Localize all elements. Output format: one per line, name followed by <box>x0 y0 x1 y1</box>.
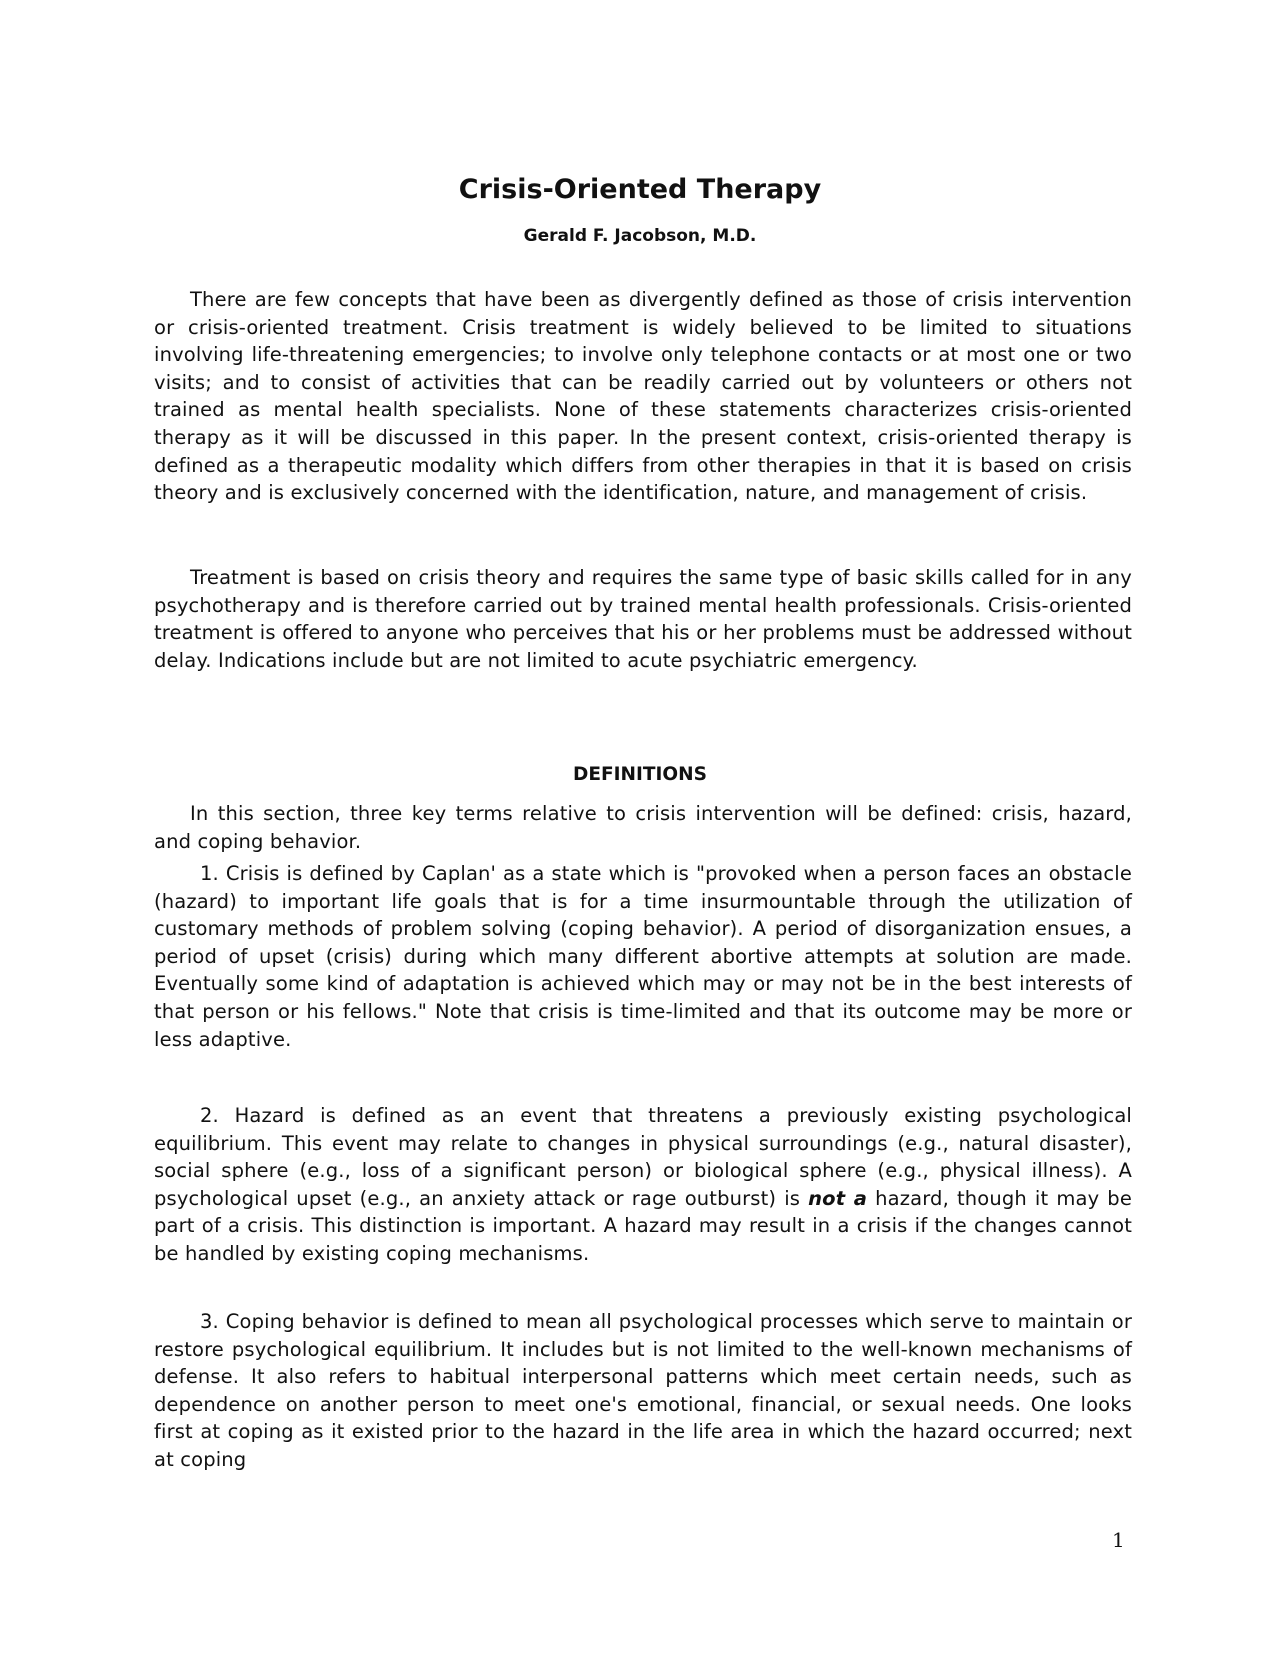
definition-hazard-emphasis: not a <box>808 1186 868 1210</box>
definition-hazard-text-continued: hazard, though it may be part of a crisis. This distinction is important. A hazard may result in a crisis if the changes cannot be handled by existing coping mechanisms. <box>154 1186 1132 1265</box>
author-name: Gerald F. Jacobson, M.D. <box>523 226 757 246</box>
section-intro-paragraph: In this section, three key terms relative to crisis intervention will be defined: crisis, hazard, and coping behavior. <box>154 802 1132 853</box>
document-title: Crisis-Oriented Therapy <box>458 174 822 205</box>
section-heading: DEFINITIONS <box>573 764 707 785</box>
intro-paragraph-2: Treatment is based on crisis theory and requires the same type of basic skills called for in any psychotherapy and is therefore carried out by trained mental health professionals. Crisis-oriented treatment is offered to anyone who perceives that his or her problems must be addressed without delay. Indications include but are not limited to acute psychiatric emergency. <box>154 566 1132 672</box>
definition-hazard <box>154 1102 1132 1268</box>
definition-hazard-text: 2. Hazard is defined as an event that threatens a previously existing psychological equilibrium. This event may relate to changes in physical surroundings (e.g., natural disaster), social sphere (e.g., loss of a significant person) or biological sphere (e.g., physical illness). A psychological upset (e.g., an anxiety attack or rage outburst) is <box>154 1104 1132 1210</box>
definition-coping-behavior: 3. Coping behavior is defined to mean all psychological processes which serve to maintain or restore psychological equilibrium. It includes but is not limited to the well-known mechanisms of defense. It also refers to habitual interpersonal patterns which meet certain needs, such as dependence on another person to meet one's emotional, financial, or sexual needs. One looks first at coping as it existed prior to the hazard in the life area in which the hazard occurred; next at coping <box>154 1310 1132 1471</box>
definition-crisis: 1. Crisis is defined by Caplan' as a state which is "provoked when a person faces an obstacle (hazard) to important life goals that is for a time insurmountable through the utilization of customary methods of problem solving (coping behavior). A period of disorganization ensues, a period of upset (crisis) during which many different abortive attempts at solution are made. Eventually some kind of adaptation is achieved which may or may not be in the best interests of that person or his fellows." Note that crisis is time-limited and that its outcome may be more or less adaptive. <box>154 862 1132 1051</box>
page-number: 1 <box>1112 1528 1125 1552</box>
intro-paragraph-1: There are few concepts that have been as divergently defined as those of crisis intervention or crisis-oriented treatment. Crisis treatment is widely believed to be limited to situations involving life-threatening emergencies; to involve only telephone contacts or at most one or two visits; and to consist of activities that can be readily carried out by volunteers or others not trained as mental health specialists. None of these statements characterizes crisis-oriented therapy as it will be discussed in this paper. In the present context, crisis-oriented therapy is defined as a therapeutic modality which differs from other therapies in that it is based on crisis theory and is exclusively concerned with the identification, nature, and management of crisis. <box>154 288 1132 505</box>
